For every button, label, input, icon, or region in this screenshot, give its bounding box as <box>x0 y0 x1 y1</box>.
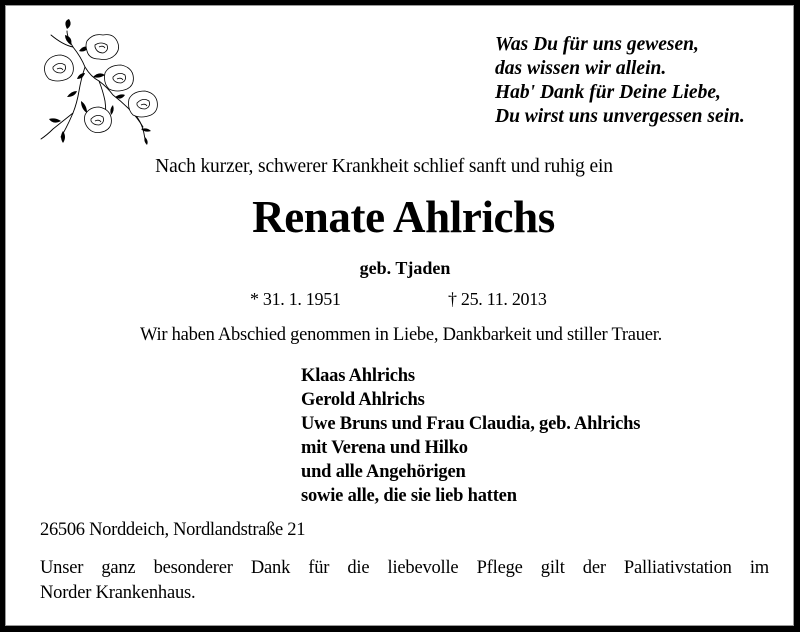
mourner-entry: und alle Angehörigen <box>301 462 466 482</box>
birth-date: * 31. 1. 1951 <box>250 289 341 309</box>
maiden-name: geb. Tjaden <box>359 258 451 278</box>
rose-vine-icon <box>33 17 159 145</box>
thanks-line: Unser ganz besonderer Dank für die liebevolle Pflege gilt der Palliativstation im <box>40 558 769 578</box>
poem-line: Du wirst uns unvergessen sein. <box>495 106 745 127</box>
deceased-name: Renate Ahlrichs <box>252 192 555 242</box>
poem-line: Hab' Dank für Deine Liebe, <box>495 82 721 103</box>
thanks-text <box>40 556 769 606</box>
memorial-poem <box>495 33 745 129</box>
mourner-entry: sowie alle, die sie lieb hatten <box>301 486 517 506</box>
mourner-entry: Uwe Bruns und Frau Claudia, geb. Ahlrichs <box>301 414 641 434</box>
poem-line: Was Du für uns gewesen, <box>495 34 699 55</box>
intro-text: Nach kurzer, schwerer Krankheit schlief sanft und ruhig ein <box>155 156 613 177</box>
mourner-entry: mit Verena und Hilko <box>301 438 468 458</box>
thanks-line: Norder Krankenhaus. <box>40 583 196 603</box>
mourner-entry: Gerold Ahlrichs <box>301 390 425 410</box>
mourners-list <box>301 364 640 508</box>
mourner-entry: Klaas Ahlrichs <box>301 366 415 386</box>
farewell-text: Wir haben Abschied genommen in Liebe, Dankbarkeit und stiller Trauer. <box>140 325 662 345</box>
death-date: † 25. 11. 2013 <box>448 289 547 309</box>
family-address: 26506 Norddeich, Nordlandstraße 21 <box>40 520 306 540</box>
poem-line: das wissen wir allein. <box>495 58 667 79</box>
